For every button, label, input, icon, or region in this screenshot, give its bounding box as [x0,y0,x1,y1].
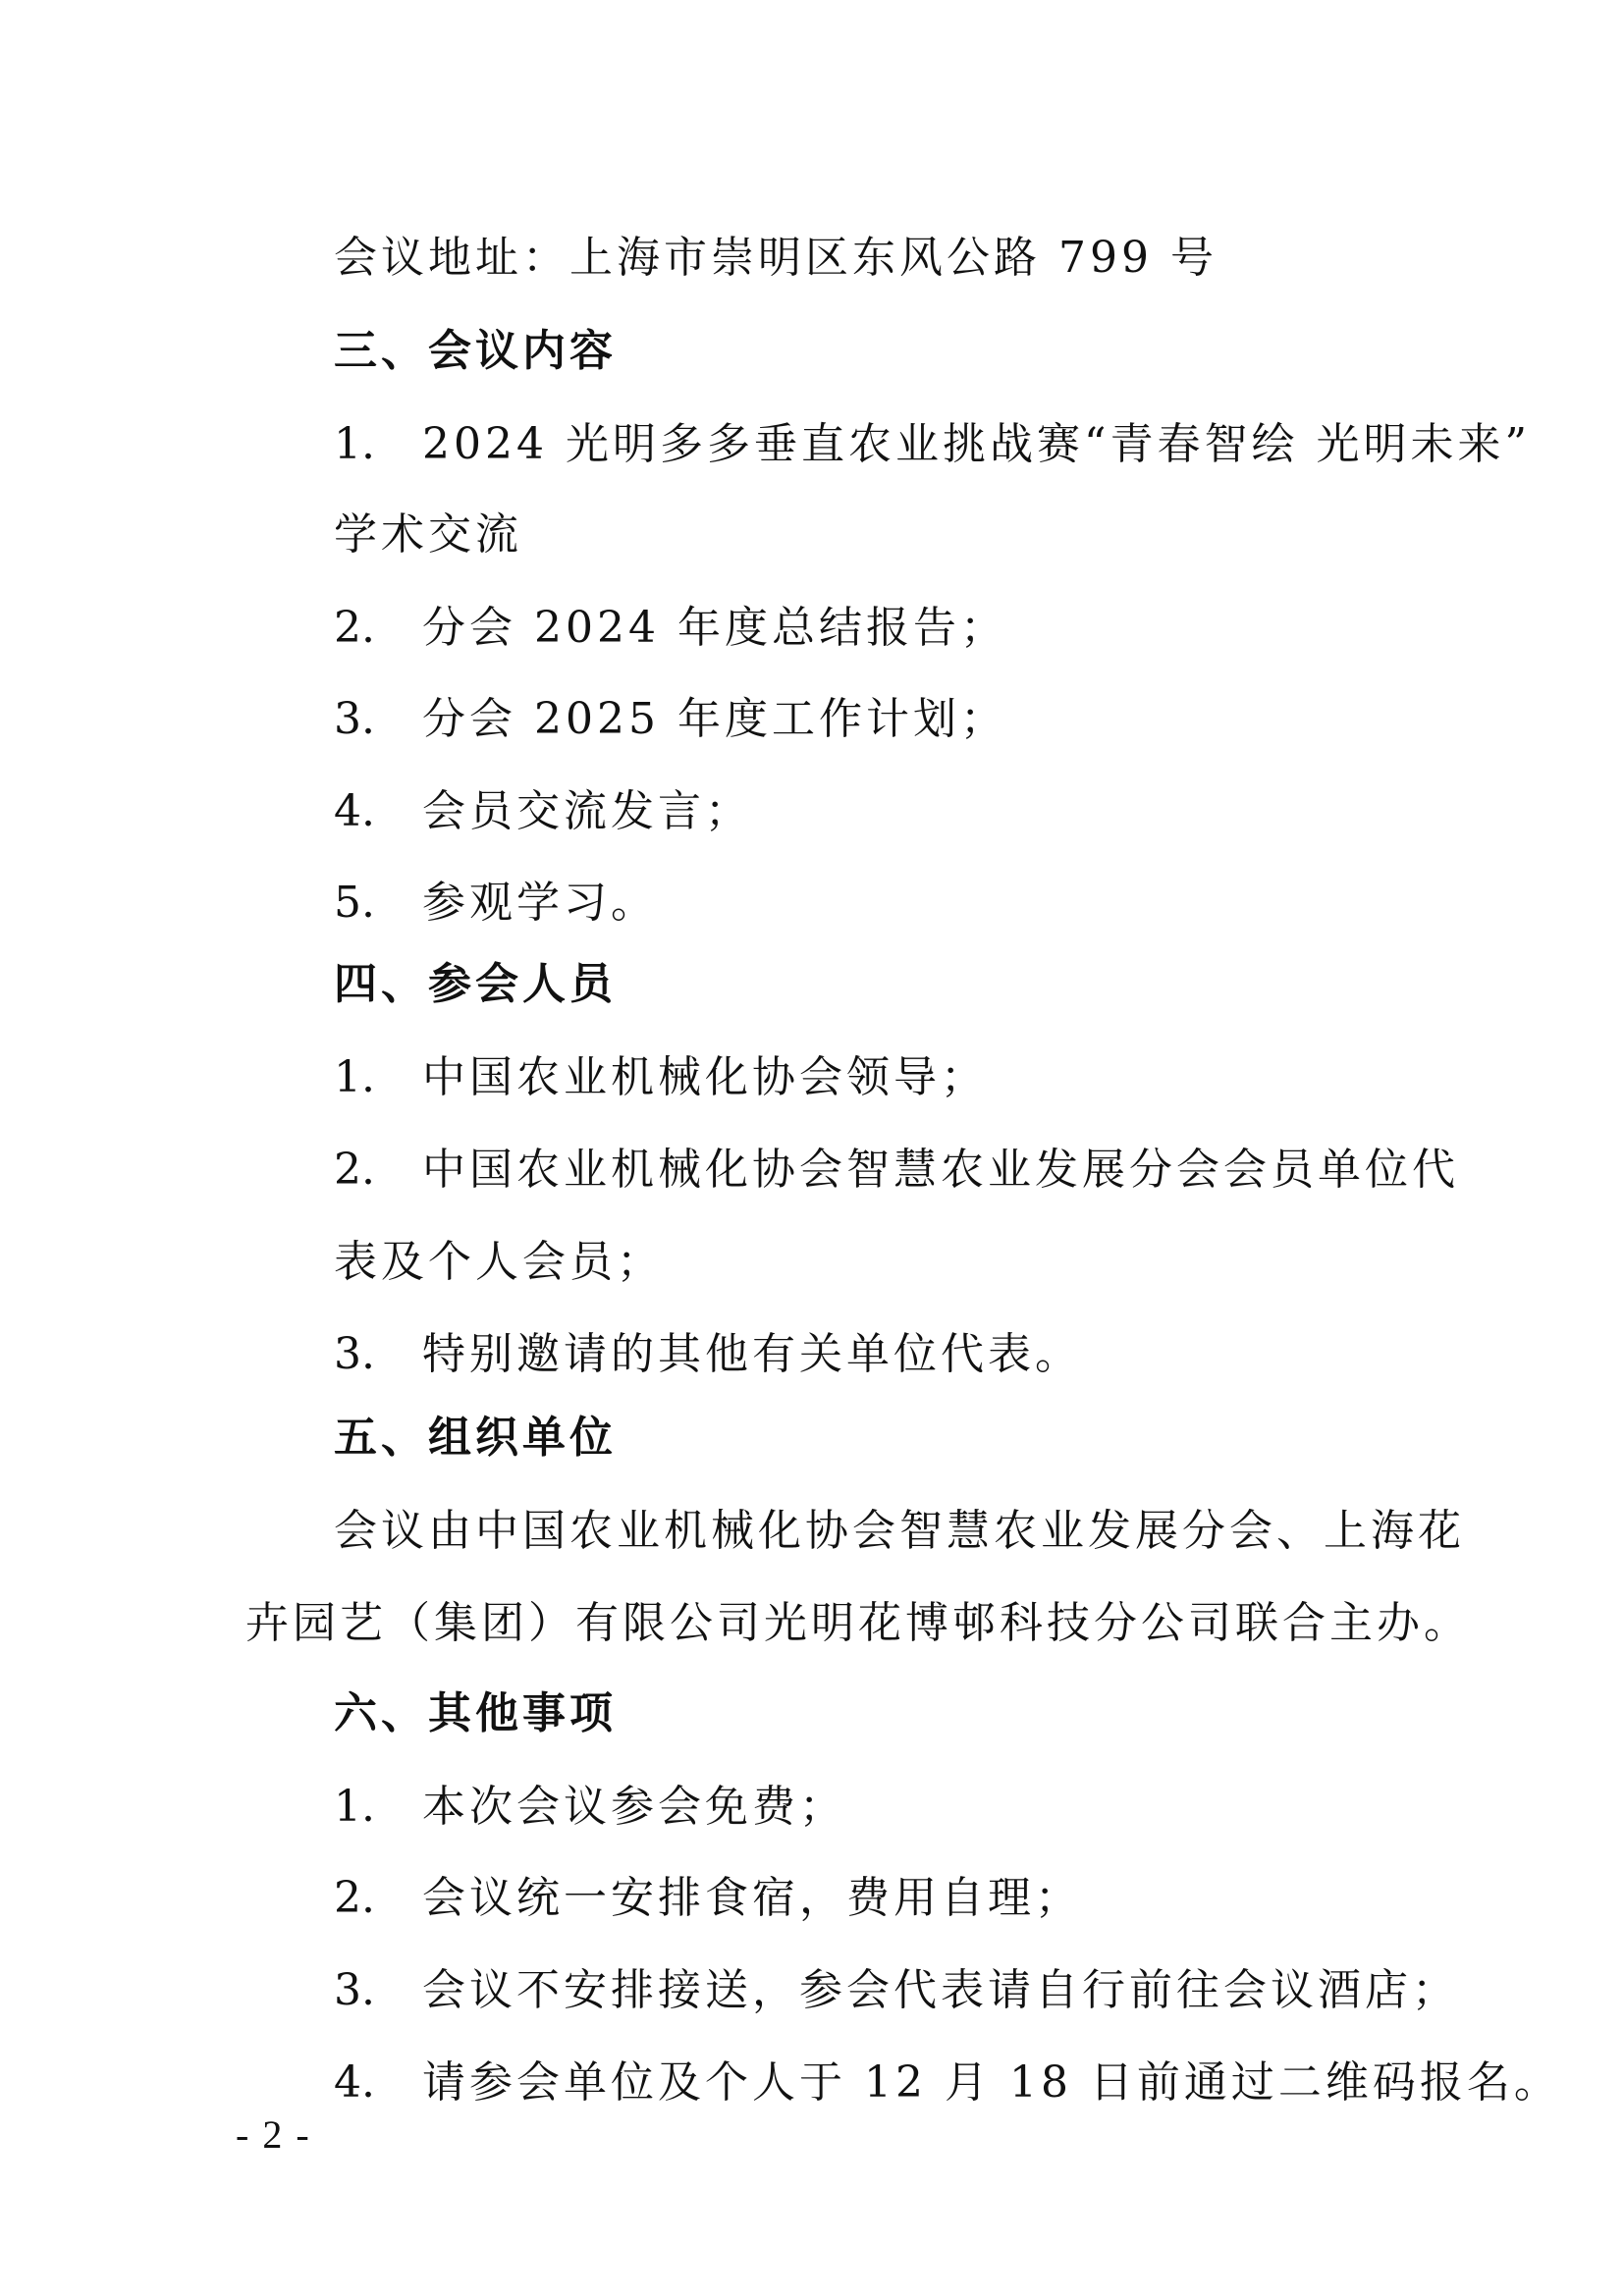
list-item-text: 分会 2025 年度工作计划； [422,694,1007,744]
list-item-number: 2. [334,1873,375,1923]
list-item-text: 会议统一安排食宿，费用自理； [422,1873,1082,1923]
list-item [334,1141,1459,1200]
list-item-text: 中国农业机械化协会领导； [422,1052,988,1102]
list-item [334,690,1007,749]
list-item-continuation: 表及个人会员； [334,1237,664,1287]
list-item-number: 4. [334,786,375,836]
list-item [334,1961,1459,2020]
list-item-number: 1. [334,1782,375,1832]
list-item [334,2054,1561,2112]
list-item-text: 中国农业机械化协会智慧农业发展分会会员单位代 [422,1145,1459,1195]
paragraph-line: 会议由中国农业机械化协会智慧农业发展分会、上海花 [334,1506,1465,1556]
list-item-number: 3. [334,1965,375,2015]
section-heading-other: 六、其他事项 [334,1688,617,1738]
list-item-text: 分会 2024 年度总结报告； [422,603,1007,653]
list-item-text: 参观学习。 [422,878,658,928]
list-item-text: 2024 光明多多垂直农业挑战赛“青春智绘 光明未来” [422,419,1531,469]
list-item [334,415,1531,474]
page-number: - 2 - [236,2112,311,2157]
section-heading-attendees: 四、参会人员 [334,959,617,1009]
list-item-text: 请参会单位及个人于 12 月 18 日前通过二维码报名。 [422,2057,1561,2108]
list-item-number: 1. [334,419,375,469]
list-item [334,599,1007,658]
section-heading-organizers: 五、组织单位 [334,1413,617,1463]
list-item-number: 3. [334,1329,375,1379]
list-item-number: 4. [334,2057,375,2108]
list-item [334,1869,1082,1928]
list-item [334,782,752,841]
list-item-text: 特别邀请的其他有关单位代表。 [422,1329,1082,1379]
address-line: 会议地址：上海市崇明区东风公路 799 号 [334,233,1218,283]
list-item-text: 会议不安排接送，参会代表请自行前往会议酒店； [422,1965,1459,2015]
list-item-number: 2. [334,603,375,653]
list-item-number: 1. [334,1052,375,1102]
list-item [334,1048,988,1107]
paragraph-line: 卉园艺（集团）有限公司光明花博邨科技分公司联合主办。 [245,1598,1471,1648]
list-item [334,874,658,933]
list-item [334,1325,1082,1384]
list-item-number: 5. [334,878,375,928]
list-item-continuation: 学术交流 [334,509,522,560]
section-heading-content: 三、会议内容 [334,326,617,376]
list-item [334,1778,846,1837]
list-item-text: 会员交流发言； [422,786,752,836]
list-item-number: 2. [334,1145,375,1195]
list-item-number: 3. [334,694,375,744]
list-item-text: 本次会议参会免费； [422,1782,846,1832]
